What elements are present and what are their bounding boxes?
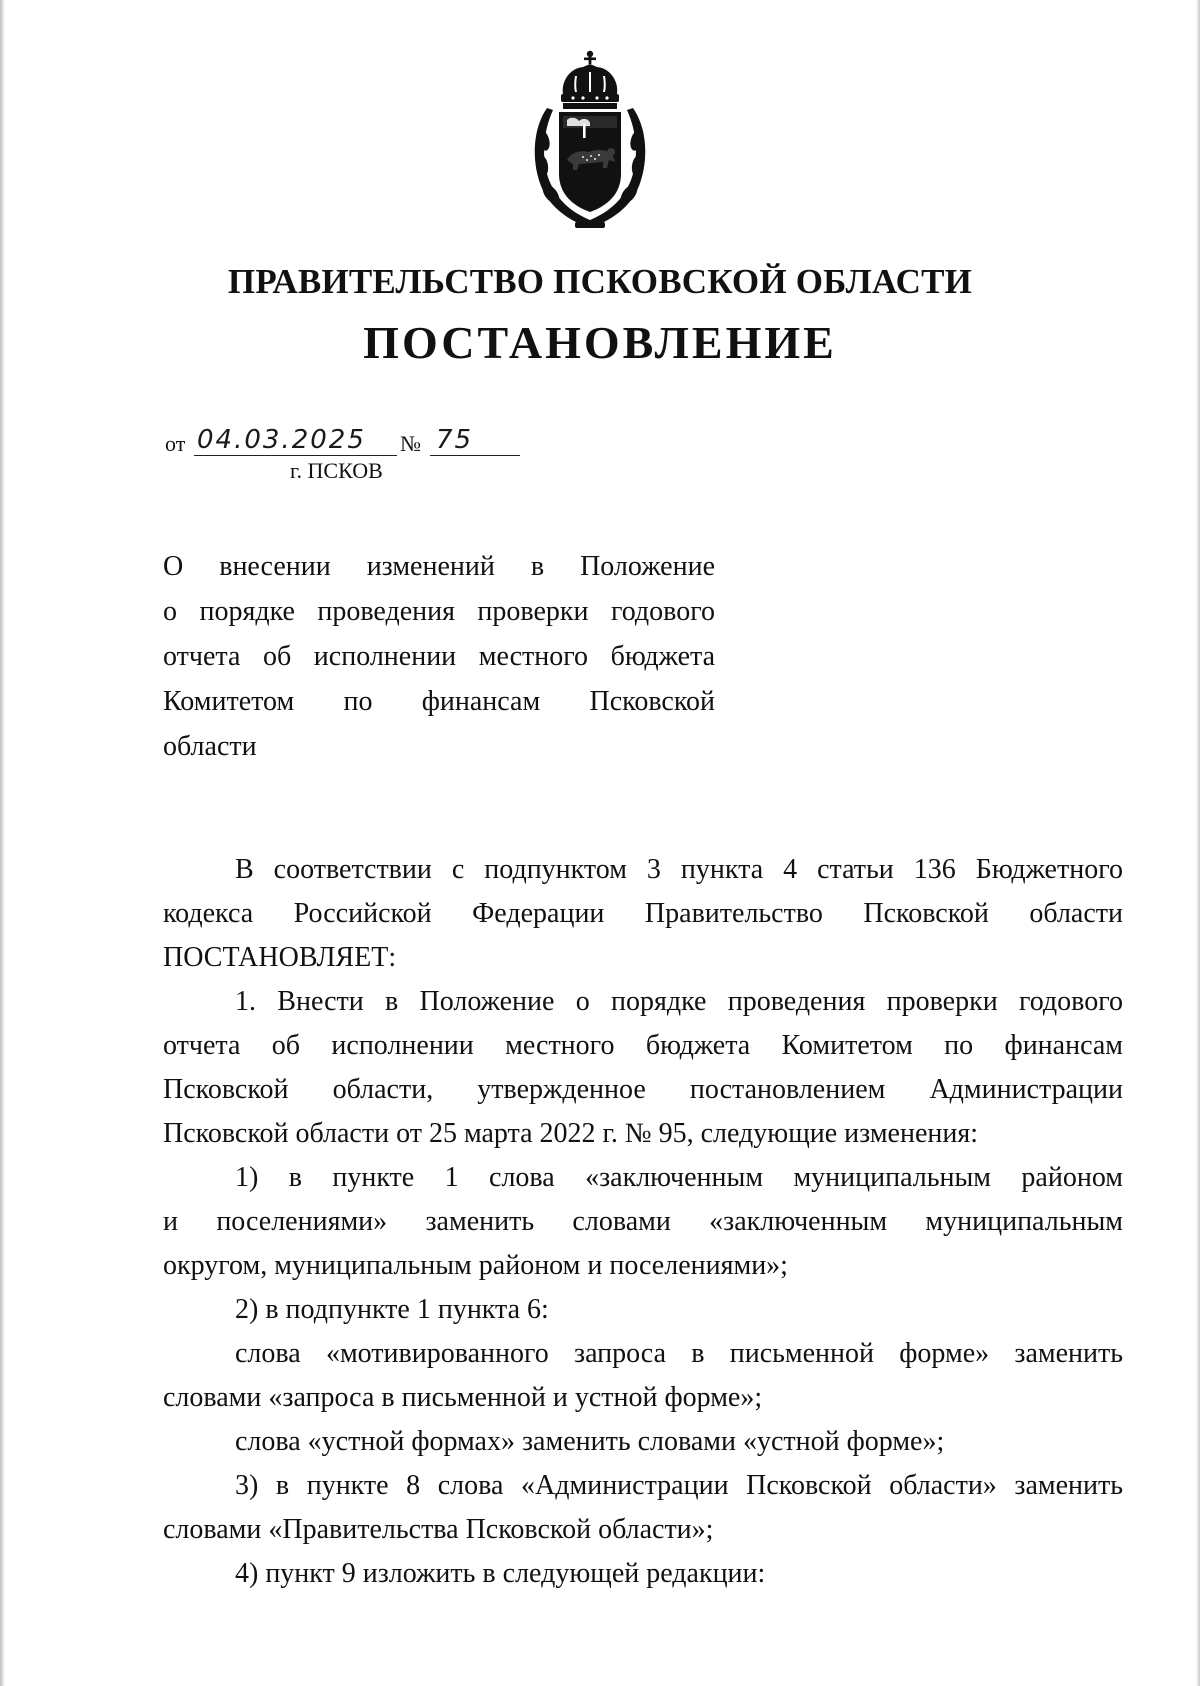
subject-line: О внесении изменений в Положение: [163, 551, 715, 582]
subject-line: Комитетом по финансам Псковской: [163, 686, 715, 717]
body-line: словами «запроса в письменной и устной форме»;: [163, 1382, 763, 1413]
date-label: от: [165, 431, 186, 456]
body-line: 1) в пункте 1 слова «заключенным муниципальным районом: [235, 1162, 1123, 1193]
body-line: 4) пункт 9 изложить в следующей редакции:: [235, 1558, 766, 1589]
scan-edge-right: [1196, 0, 1200, 1686]
body-line: отчета об исполнении местного бюджета Комитетом по финансам: [163, 1030, 1123, 1061]
coat-of-arms-icon: [527, 48, 653, 234]
document-type-title: ПОСТАНОВЛЕНИЕ: [363, 317, 837, 368]
subject-line: отчета об исполнении местного бюджета: [163, 641, 715, 672]
number-field: 75: [430, 425, 520, 456]
body-line: и поселениями» заменить словами «заключенным муниципальным: [163, 1206, 1123, 1237]
subject-line: о порядке проведения проверки годового: [163, 596, 715, 627]
body-line: ПОСТАНОВЛЯЕТ:: [163, 942, 397, 973]
body-line: слова «устной формах» заменить словами «устной форме»;: [235, 1426, 945, 1457]
date-field: 04.03.2025: [194, 425, 397, 456]
body-line: 3) в пункте 8 слова «Администрации Псковской области» заменить: [235, 1470, 1123, 1501]
document-subject: [163, 544, 715, 769]
subject-line: области: [163, 731, 257, 762]
body-line: 1. Внести в Положение о порядке проведения проверки годового: [235, 986, 1123, 1017]
scan-edge-left: [0, 0, 5, 1686]
body-line: кодекса Российской Федерации Правительство Псковской области: [163, 898, 1123, 929]
body-line: округом, муниципальным районом и поселениями»;: [163, 1250, 788, 1281]
document-body: [163, 848, 1123, 1596]
number-label: №: [400, 431, 421, 456]
body-line: 2) в подпункте 1 пункта 6:: [235, 1294, 549, 1325]
body-line: В соответствии с подпунктом 3 пункта 4 статьи 136 Бюджетного: [235, 854, 1123, 885]
body-line: слова «мотивированного запроса в письменной форме» заменить: [235, 1338, 1123, 1369]
city-label: г. ПСКОВ: [290, 458, 383, 483]
body-line: словами «Правительства Псковской области»;: [163, 1514, 714, 1545]
body-line: Псковской области, утвержденное постановлением Администрации: [163, 1074, 1123, 1105]
body-line: Псковской области от 25 марта 2022 г. № 95, следующие изменения:: [163, 1118, 979, 1149]
organization-title: ПРАВИТЕЛЬСТВО ПСКОВСКОЙ ОБЛАСТИ: [227, 262, 973, 301]
